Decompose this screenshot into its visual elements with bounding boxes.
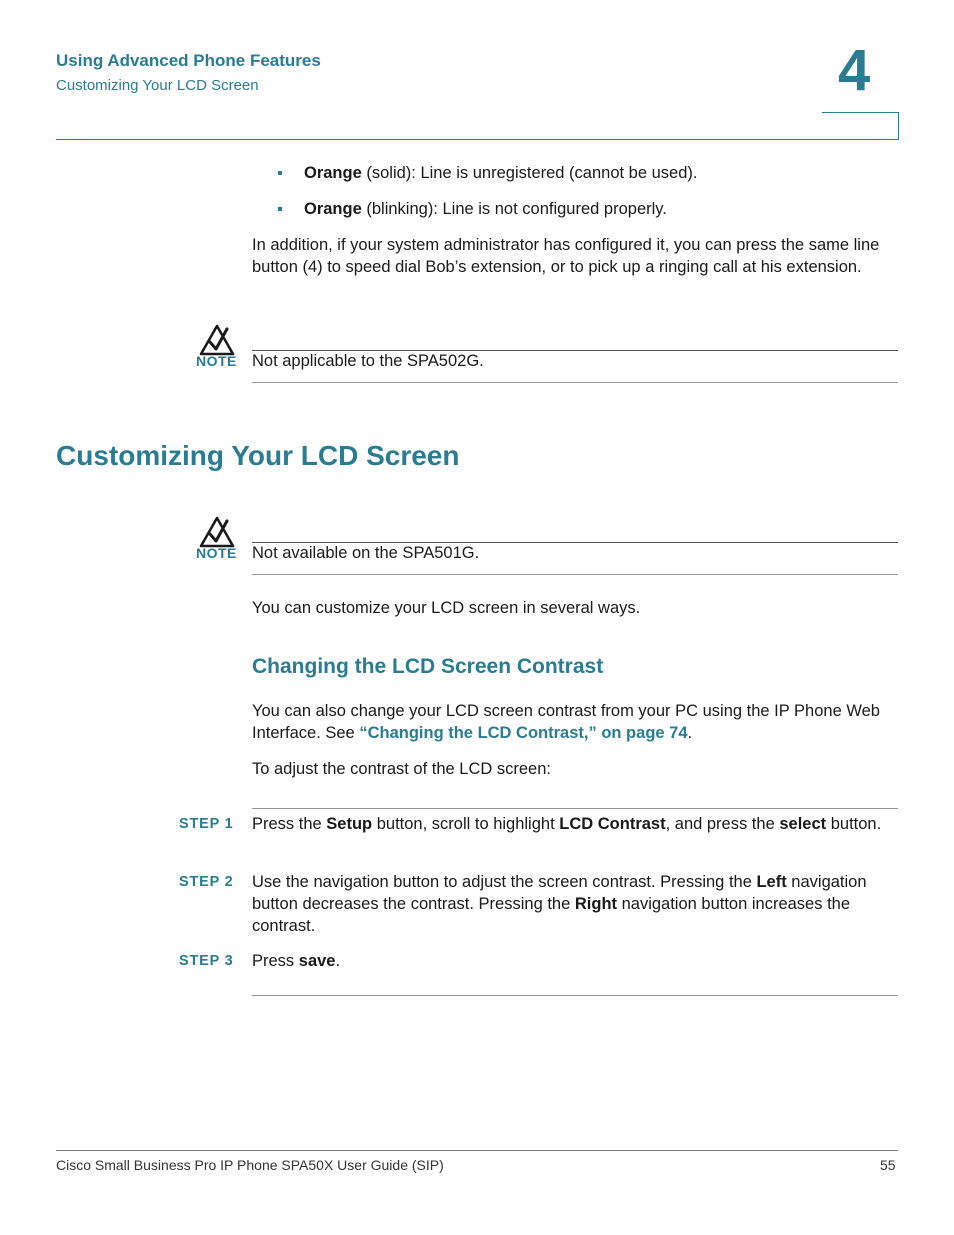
cross-reference-link[interactable]: “Changing the LCD Contrast,” on page 74: [359, 724, 688, 742]
footer-title: Cisco Small Business Pro IP Phone SPA50X User Guide (SIP): [56, 1157, 444, 1173]
intro-paragraph: You can customize your LCD screen in several ways.: [252, 599, 641, 617]
chapter-title: Using Advanced Phone Features: [56, 51, 321, 70]
note-check-icon: [197, 323, 237, 357]
ui-term: Orange: [304, 200, 362, 218]
ui-term: Left: [756, 873, 787, 891]
contrast-text-end: .: [687, 724, 693, 742]
step-text-part: Use the navigation button to adjust the screen contrast. Pressing the: [252, 873, 757, 891]
step-text: [252, 950, 892, 972]
chapter-number: 4: [838, 38, 871, 103]
step-label: STEP 2: [179, 874, 234, 890]
steps-bottom-rule: [252, 995, 898, 996]
bullet-marker: [278, 207, 282, 211]
ui-term: Setup: [326, 815, 373, 833]
note-text: Not available on the SPA501G.: [252, 544, 480, 562]
footer-rule: [56, 1150, 898, 1151]
ui-term: save: [298, 952, 336, 970]
note-text: Not applicable to the SPA502G.: [252, 352, 484, 370]
adjust-intro: To adjust the contrast of the LCD screen:: [252, 760, 551, 778]
page-number: 55: [880, 1157, 896, 1173]
header-rule: [56, 139, 898, 140]
section-heading: Customizing Your LCD Screen: [56, 440, 460, 471]
bullet-marker: [278, 171, 282, 175]
step-text: [252, 813, 892, 835]
speed-dial-paragraph: In addition, if your system administrator has configured it, you can press the same line button (4) to speed dial Bob’s extension, or to pick up a ringing call at his extension.: [252, 236, 880, 276]
step-text-part: .: [335, 952, 341, 970]
note-label: NOTE: [196, 353, 237, 369]
step-text-part: , and press the: [665, 815, 780, 833]
note-label: NOTE: [196, 545, 237, 561]
step-label: STEP 1: [179, 816, 234, 832]
chapter-tab-box: [822, 112, 899, 140]
note-check-icon: [197, 515, 237, 549]
step-label: STEP 3: [179, 953, 234, 969]
subsection-heading: Changing the LCD Screen Contrast: [252, 655, 604, 678]
ui-term: select: [779, 815, 827, 833]
note-bottom-rule: [252, 382, 898, 383]
step-text-part: Press: [252, 952, 299, 970]
bullet-text: (solid): Line is unregistered (cannot be used).: [361, 164, 698, 182]
ui-term: Right: [574, 895, 618, 913]
steps-top-rule: [252, 808, 898, 809]
bullet-text: (blinking): Line is not configured properly.: [361, 200, 667, 218]
ui-term: Orange: [304, 164, 362, 182]
contrast-paragraph: [252, 700, 898, 744]
ui-term: LCD Contrast: [559, 815, 666, 833]
step-text-part: Press the: [252, 815, 327, 833]
section-breadcrumb: Customizing Your LCD Screen: [56, 77, 259, 94]
contrast-text: You can also change your LCD screen contrast from your PC using the IP Phone Web Interface. See: [252, 702, 880, 742]
step-text-part: navigation button increases the contrast.: [252, 895, 851, 935]
step-text-part: button, scroll to highlight: [372, 815, 560, 833]
step-text-part: button.: [826, 815, 882, 833]
step-text: [252, 871, 892, 937]
note-bottom-rule: [252, 574, 898, 575]
step-text-part: navigation button decreases the contrast. Pressing the: [252, 873, 867, 913]
